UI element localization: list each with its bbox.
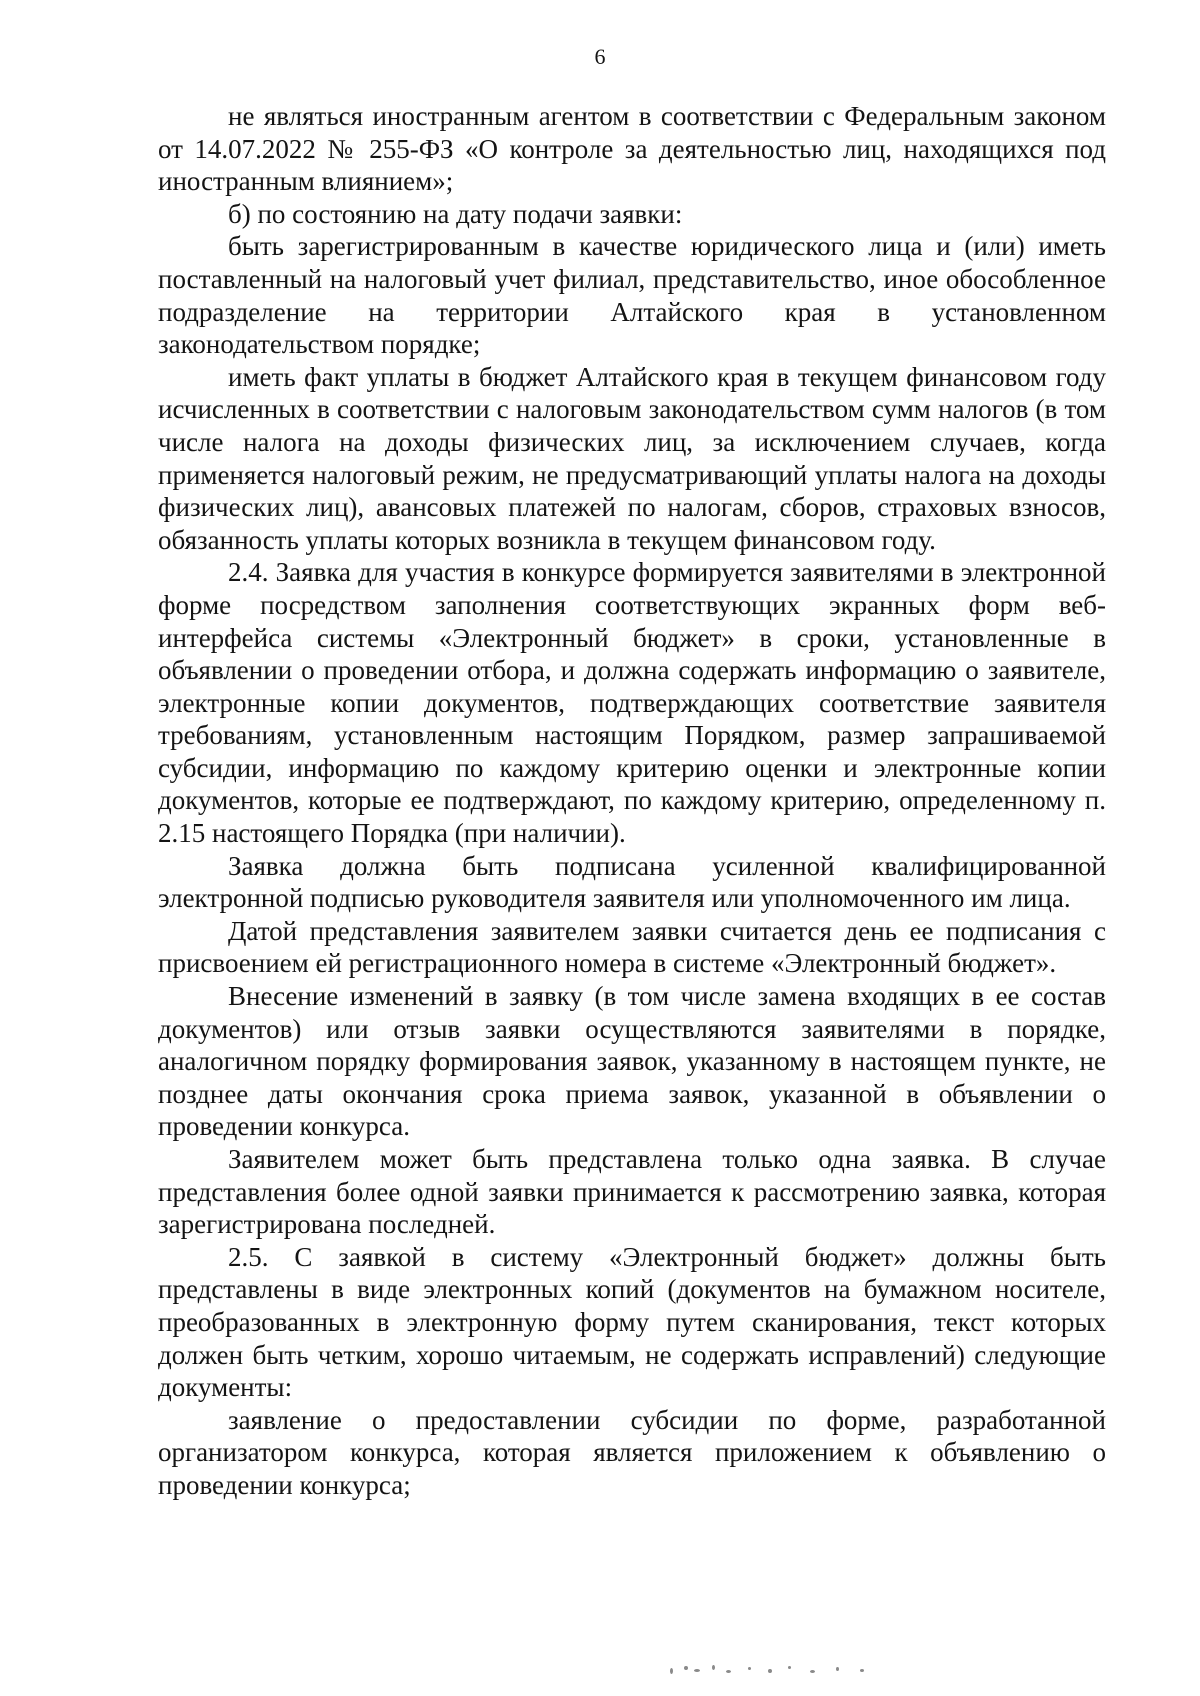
paragraph-2-4-application: 2.4. Заявка для участия в конкурсе формируется заявителями в электронной форме посредством заполнения соответствующих экранных форм веб-интерфейса системы «Электронный бюджет» в сроки, установленные в объявлении о проведении отбора, и должна содержать информацию о заявителе, электронные копии документов, подтверждающих соответствие заявителя требованиям, установленным настоящим Порядком, размер запрашиваемой субсидии, информацию по каждому критерию оценки и электронные копии документов, которые ее подтверждают, по каждому критерию, определенному п. 2.15 настоящего Порядка (при наличии). [158, 557, 1106, 849]
paragraph-signature: Заявка должна быть подписана усиленной квалифицированной электронной подписью руководителя заявителя или уполномоченного им лица. [158, 850, 1106, 914]
page-number: 6 [594, 44, 606, 69]
paragraph-single-application: Заявителем может быть представлена только одна заявка. В случае представления более одной заявки принимается к рассмотрению заявка, которая зарегистрирована последней. [158, 1144, 1106, 1240]
scan-artifact [670, 1660, 900, 1680]
paragraph-subsidy-statement: заявление о предоставлении субсидии по форме, разработанной организатором конкурса, которая является приложением к объявлению о проведении конкурса; [158, 1404, 1106, 1500]
paragraph-amendments: Внесение изменений в заявку (в том числе замена входящих в ее состав документов) или отзыв заявки осуществляются заявителями в порядке, аналогичном порядку формирования заявок, указанному в настоящем пункте, не позднее даты окончания срока приема заявок, указанной в объявлении о проведении конкурса. [158, 981, 1106, 1142]
paragraph-registration: быть зарегистрированным в качестве юридического лица и (или) иметь поставленный на налоговый учет филиал, представительство, иное обособленное подразделение на территории Алтайского края в установленном законодательством порядке; [158, 231, 1106, 360]
paragraph-2-5-documents: 2.5. С заявкой в систему «Электронный бюджет» должны быть представлены в виде электронных копий (документов на бумажном носителе, преобразованных в электронную форму путем сканирования, текст которых должен быть четким, хорошо читаемым, не содержать исправлений) следующие документы: [158, 1241, 1106, 1403]
paragraph-tax-payment: иметь факт уплаты в бюджет Алтайского края в текущем финансовом году исчисленных в соответствии с налоговым законодательством сумм налогов (в том числе налога на доходы физических лиц, за исключением случаев, когда применяется налоговый режим, не предусматривающий уплаты налога на доходы физических лиц), авансовых платежей по налогам, сборов, страховых взносов, обязанность уплаты которых возникла в текущем финансовом году. [158, 361, 1106, 555]
document-body [158, 100, 1106, 1502]
paragraph-foreign-agent: не являться иностранным агентом в соответствии с Федеральным законом от 14.07.2022 № 255-ФЗ «О контроле за деятельностью лиц, находящихся под иностранным влиянием»; [158, 101, 1106, 197]
paragraph-submission-date: Датой представления заявителем заявки считается день ее подписания с присвоением ей регистрационного номера в системе «Электронный бюджет». [158, 915, 1106, 979]
paragraph-item-b-heading: б) по состоянию на дату подачи заявки: [228, 198, 683, 229]
